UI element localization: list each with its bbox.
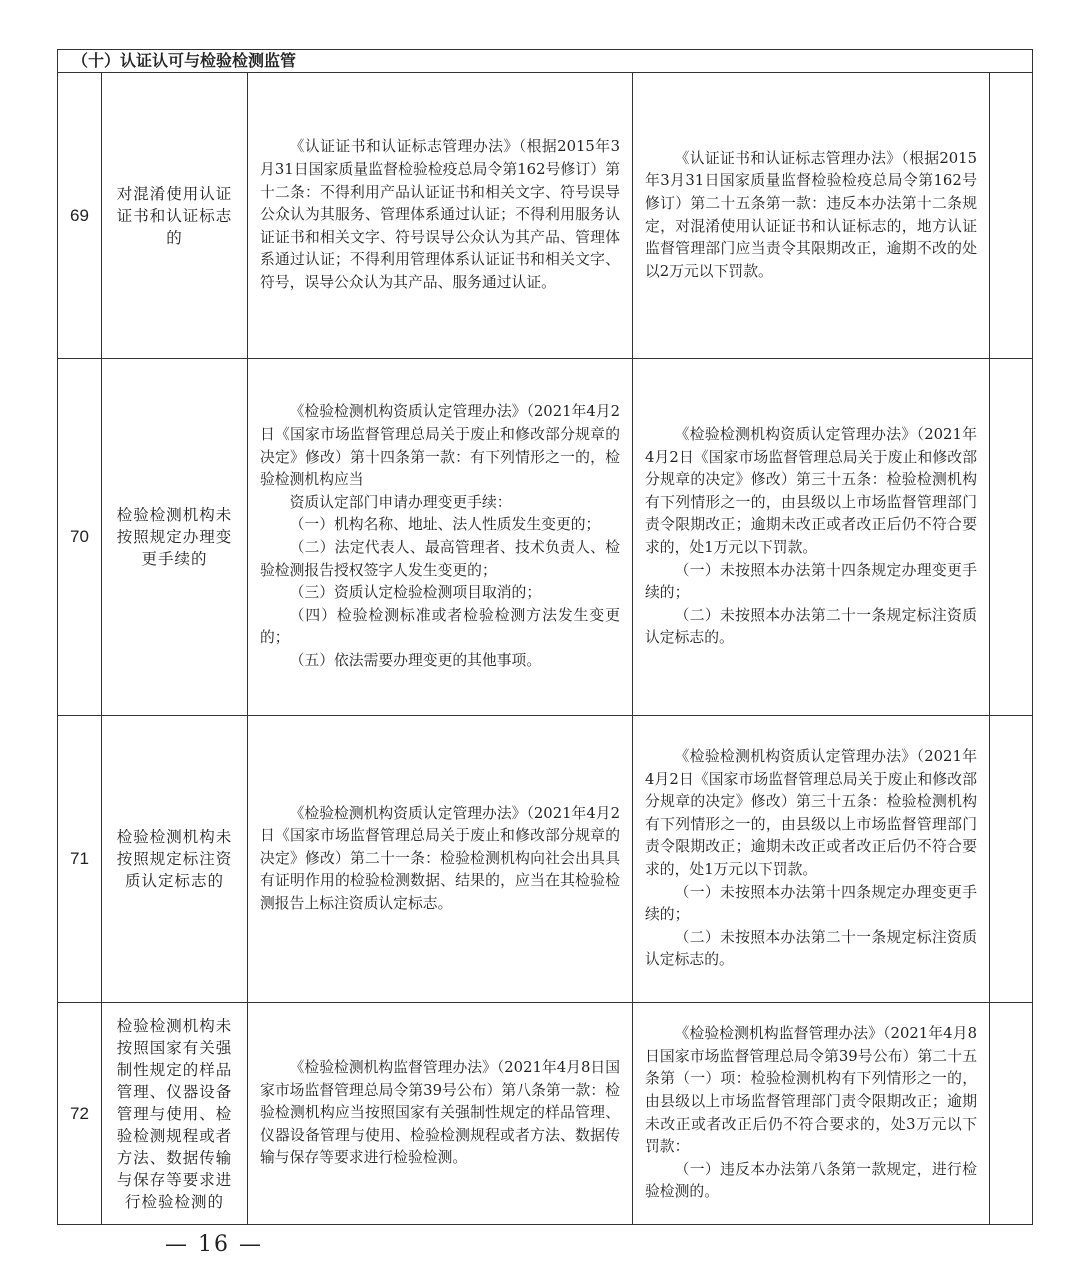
penalty-basis bbox=[633, 1003, 990, 1225]
penalty-paragraph: 《检验检测机构资质认定管理办法》（2021年4月2日《国家市场监督管理总局关于废止和修改部分规章的决定》修改）第三十五条：检验检测机构有下列情形之一的，由县级以上市场监督管理部门责令限期改正；逾期未改正或者改正后仍不符合要求的，处1万元以下罚款。 bbox=[645, 748, 977, 878]
penalty-paragraph: （二）未按照本办法第二十一条规定标注资质认定标志的。 bbox=[645, 606, 977, 647]
penalty-paragraph: 《检验检测机构监督管理办法》（2021年4月8日国家市场监督管理总局令第39号公布）第二十五条第（一）项：检验检测机构有下列情形之一的，由县级以上市场监督管理部门责令限期改正；逾期未改正或者改正后仍不符合要求的，处3万元以下罚款： bbox=[645, 1025, 977, 1156]
table-row bbox=[58, 73, 1033, 359]
basis-paragraph: 《检验检测机构监督管理办法》（2021年4月8日国家市场监督管理总局令第39号公布）第八条第一款：检验检测机构应当按照国家有关强制性规定的样品管理、仪器设备管理与使用、检验检测规程或者方法、数据传输与保存等要求进行检验检测。 bbox=[260, 1059, 620, 1167]
empty-cell bbox=[990, 716, 1033, 1003]
section-header-row bbox=[58, 50, 1033, 73]
empty-cell bbox=[990, 359, 1033, 716]
penalty-basis bbox=[633, 359, 990, 716]
violation-item: 检验检测机构未按照规定办理变更手续的 bbox=[102, 359, 248, 716]
row-number: 70 bbox=[58, 359, 102, 716]
basis-paragraph: （二）法定代表人、最高管理者、技术负责人、检验检测报告授权签字人发生变更的； bbox=[260, 539, 620, 579]
empty-cell bbox=[990, 1003, 1033, 1225]
table-row bbox=[58, 359, 1033, 716]
basis-paragraph: （一）机构名称、地址、法人性质发生变更的； bbox=[289, 516, 601, 534]
penalty-paragraph: 《认证证书和认证标志管理办法》（根据2015年3月31日国家质量监督检验检疫总局令第162号修订）第二十五条第一款：违反本办法第十二条规定，对混淆使用认证证书和认证标志的，地方认证监督管理部门应当责令其限期改正，逾期不改的处以2万元以下罚款。 bbox=[645, 149, 977, 280]
basis-paragraph: 资质认定部门申请办理变更手续： bbox=[289, 493, 512, 511]
basis-paragraph: 《检验检测机构资质认定管理办法》（2021年4月2日《国家市场监督管理总局关于废止和修改部分规章的决定》修改）第二十一条：检验检测机构向社会出具具有证明作用的检验检测数据、结果的，应当在其检验检测报告上标注资质认定标志。 bbox=[260, 804, 620, 912]
legal-basis bbox=[248, 1003, 633, 1225]
penalty-paragraph: （一）未按照本办法第十四条规定办理变更手续的； bbox=[645, 883, 977, 924]
legal-basis bbox=[248, 359, 633, 716]
basis-paragraph: （五）依法需要办理变更的其他事项。 bbox=[289, 651, 542, 669]
penalty-basis bbox=[633, 716, 990, 1003]
basis-paragraph: 《检验检测机构资质认定管理办法》（2021年4月2日《国家市场监督管理总局关于废止和修改部分规章的决定》修改）第十四条第一款：有下列情形之一的，检验检测机构应当 bbox=[260, 403, 620, 489]
penalty-paragraph: 《检验检测机构资质认定管理办法》（2021年4月2日《国家市场监督管理总局关于废止和修改部分规章的决定》修改）第三十五条：检验检测机构有下列情形之一的，由县级以上市场监督管理部门责令限期改正；逾期未改正或者改正后仍不符合要求的，处1万元以下罚款。 bbox=[645, 426, 977, 556]
penalty-paragraph: （一）违反本办法第八条第一款规定，进行检验检测的。 bbox=[645, 1160, 977, 1201]
table-row bbox=[58, 716, 1033, 1003]
basis-paragraph: 《认证证书和认证标志管理办法》（根据2015年3月31日国家质量监督检验检疫总局令第162号修订）第十二条：不得利用产品认证证书和相关文字、符号误导公众认为其服务、管理体系通过认证；不得利用服务认证证书和相关文字、符号误导公众认为其产品、管理体系通过认证；不得利用管理体系认证证书和相关文字、符号，误导公众认为其产品、服务通过认证。 bbox=[260, 138, 620, 291]
page-number: — 16 — bbox=[165, 1232, 263, 1257]
section-title: （十）认证认可与检验检测监管 bbox=[58, 50, 1033, 73]
basis-paragraph: （三）资质认定检验检测项目取消的； bbox=[289, 584, 542, 602]
row-number: 71 bbox=[58, 716, 102, 1003]
row-number: 69 bbox=[58, 73, 102, 359]
legal-basis bbox=[248, 716, 633, 1003]
regulation-table bbox=[57, 49, 1033, 1225]
basis-paragraph: （四）检验检测标准或者检验检测方法发生变更的； bbox=[260, 606, 620, 647]
table-row bbox=[58, 1003, 1033, 1225]
penalty-paragraph: （二）未按照本办法第二十一条规定标注资质认定标志的。 bbox=[645, 928, 977, 969]
empty-cell bbox=[990, 73, 1033, 359]
document-page bbox=[57, 49, 1032, 1225]
violation-item: 对混淆使用认证证书和认证标志的 bbox=[102, 73, 248, 359]
legal-basis bbox=[248, 73, 633, 359]
violation-item: 检验检测机构未按照规定标注资质认定标志的 bbox=[102, 716, 248, 1003]
penalty-paragraph: （一）未按照本办法第十四条规定办理变更手续的； bbox=[645, 561, 977, 602]
violation-item: 检验检测机构未按照国家有关强制性规定的样品管理、仪器设备管理与使用、检验检测规程或者方法、数据传输与保存等要求进行检验检测的 bbox=[102, 1003, 248, 1225]
row-number: 72 bbox=[58, 1003, 102, 1225]
penalty-basis bbox=[633, 73, 990, 359]
